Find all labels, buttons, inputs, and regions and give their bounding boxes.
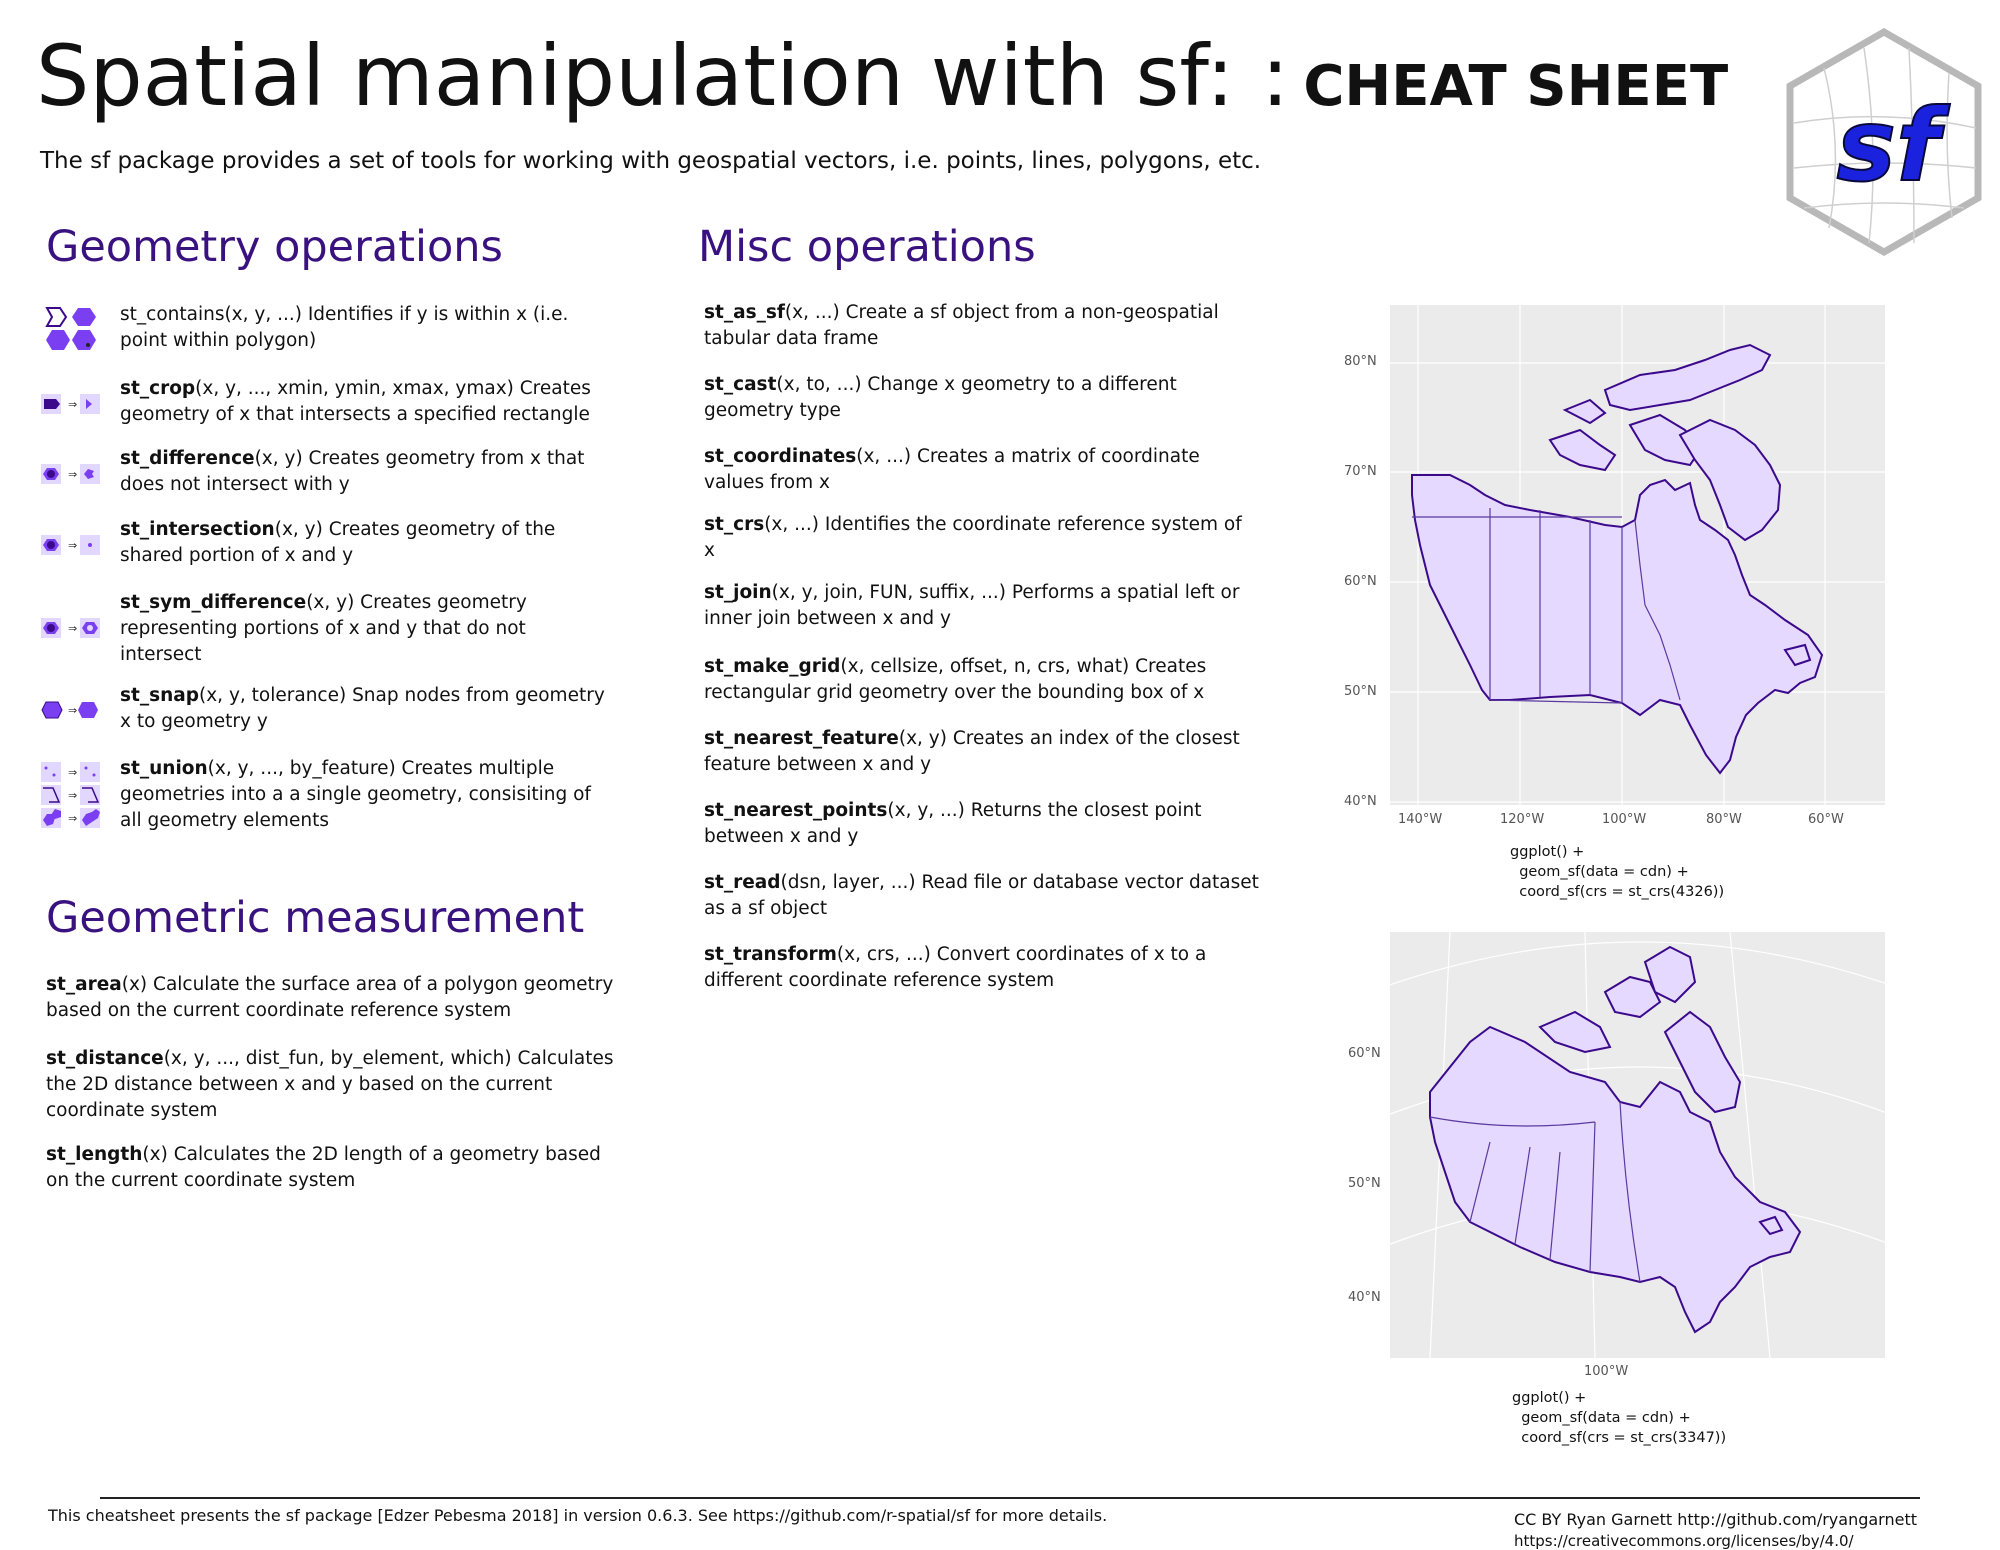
svg-text:⇒: ⇒ [68,766,78,779]
crop-icon [40,392,98,436]
map1-ytick-60: 60°N [1344,574,1377,589]
map1-xtick-80: 80°W [1706,812,1742,827]
map1-ytick-50: 50°N [1344,684,1377,699]
map1-ytick-70: 70°N [1344,464,1377,479]
map-canada-3347 [1390,932,1885,1358]
svg-text:⇒: ⇒ [68,398,78,411]
fn-st-read: st_read(dsn, layer, ...) Read file or database vector dataset as a sf object [704,872,1259,919]
section-title-geometric-measurement: Geometric measurement [46,893,585,943]
difference-icon [40,462,98,506]
svg-text:sf: sf [1836,87,1940,204]
fn-st-area: st_area(x) Calculate the surface area of a polygon geometry based on the current coordinate reference system [46,974,614,1021]
svg-text:⇒: ⇒ [68,539,78,552]
fn-st-snap: st_snap(x, y, tolerance) Snap nodes from geometry x to geometry y [120,685,605,732]
fn-st-union: st_union(x, y, ..., by_feature) Creates multiple geometries into a a single geometry, consisiting of all geometry elements [120,758,591,831]
fn-st-join: st_join(x, y, join, FUN, suffix, ...) Performs a spatial left or inner join between x and y [704,582,1240,629]
fn-st-intersection: st_intersection(x, y) Creates geometry of the shared portion of x and y [120,519,556,566]
fn-st-nearest-feature: st_nearest_feature(x, y) Creates an index of the closest feature between x and y [704,728,1240,775]
fn-st-crop: st_crop(x, y, ..., xmin, ymin, xmax, ymax) Creates geometry of x that intersects a specified rectangle [120,378,591,425]
map2-ytick-50: 50°N [1348,1176,1381,1191]
map1-xtick-100: 100°W [1602,812,1647,827]
fn-st-difference: st_difference(x, y) Creates geometry from x that does not intersect with y [120,448,585,495]
map2-code-caption: ggplot() + geom_sf(data = cdn) + coord_sf(crs = st_crs(3347)) [1512,1390,1727,1446]
fn-st-as-sf: st_as_sf(x, ...) Create a sf object from a non-geospatial tabular data frame [704,302,1219,349]
map1-code-caption: ggplot() + geom_sf(data = cdn) + coord_sf(crs = st_crs(4326)) [1510,844,1725,900]
fn-st-crs: st_crs(x, ...) Identifies the coordinate reference system of x [704,514,1242,561]
map1-xtick-140: 140°W [1398,812,1443,827]
map2-ytick-40: 40°N [1348,1290,1381,1305]
sf-logo [1784,28,1984,258]
map1-xtick-120: 120°W [1500,812,1545,827]
section-title-misc-operations: Misc operations [698,222,1036,272]
fn-st-nearest-points: st_nearest_points(x, y, ...) Returns the closest point between x and y [704,800,1202,847]
svg-text:⇒: ⇒ [68,622,78,635]
svg-text:⇒: ⇒ [68,468,78,481]
map2-xtick-100: 100°W [1584,1364,1629,1379]
fn-st-coordinates: st_coordinates(x, ...) Creates a matrix of coordinate values from x [704,446,1200,493]
sf-hex-logo-icon [1784,28,1984,258]
map1-xtick-60: 60°W [1808,812,1844,827]
fn-st-contains: st_contains(x, y, ...) Identifies if y is within x (i.e. point within polygon) [120,304,569,351]
fn-st-transform: st_transform(x, crs, ...) Convert coordinates of x to a different coordinate reference system [704,944,1207,991]
fn-st-sym-difference: st_sym_difference(x, y) Creates geometry representing portions of x and y that do not intersect [120,592,527,665]
section-title-geometry-operations: Geometry operations [46,222,503,272]
svg-text:⇒: ⇒ [68,704,78,717]
svg-text:⇒: ⇒ [68,789,78,802]
intersection-icon [40,533,98,577]
union-icon [40,760,98,825]
fn-st-make-grid: st_make_grid(x, cellsize, offset, n, crs, what) Creates rectangular grid geometry over the bounding box of x [704,656,1207,703]
fn-st-length: st_length(x) Calculates the 2D length of a geometry based on the current coordinate system [46,1144,601,1191]
svg-text:⇒: ⇒ [68,812,78,825]
page-subtitle: The sf package provides a set of tools for working with geospatial vectors, i.e. points, lines, polygons, etc. [40,148,1262,174]
contains-icon [44,305,102,349]
title-suffix: CHEAT SHEET [1303,54,1729,119]
sym-difference-icon [40,616,98,660]
footer-divider [100,1497,1920,1499]
map1-ytick-40: 40°N [1344,794,1377,809]
footer-license-line2: https://creativecommons.org/licenses/by/4.0/ [1514,1532,1854,1550]
map-canada-4326 [1390,305,1885,805]
fn-st-cast: st_cast(x, to, ...) Change x geometry to a different geometry type [704,374,1177,421]
map1-ytick-80: 80°N [1344,354,1377,369]
footer-license-line1: CC BY Ryan Garnett http://github.com/ryangarnett [1514,1510,1918,1529]
fn-st-distance: st_distance(x, y, ..., dist_fun, by_element, which) Calculates the 2D distance between x and y based on the current coordinate system [46,1048,614,1121]
map2-ytick-60: 60°N [1348,1046,1381,1061]
page-title [36,27,1729,125]
snap-icon [40,698,98,742]
title-main: Spatial manipulation with sf: : [36,27,1290,125]
footer-left-text: This cheatsheet presents the sf package [Edzer Pebesma 2018] in version 0.6.3. See https://github.com/r-spatial/sf for more details. [48,1506,1108,1525]
